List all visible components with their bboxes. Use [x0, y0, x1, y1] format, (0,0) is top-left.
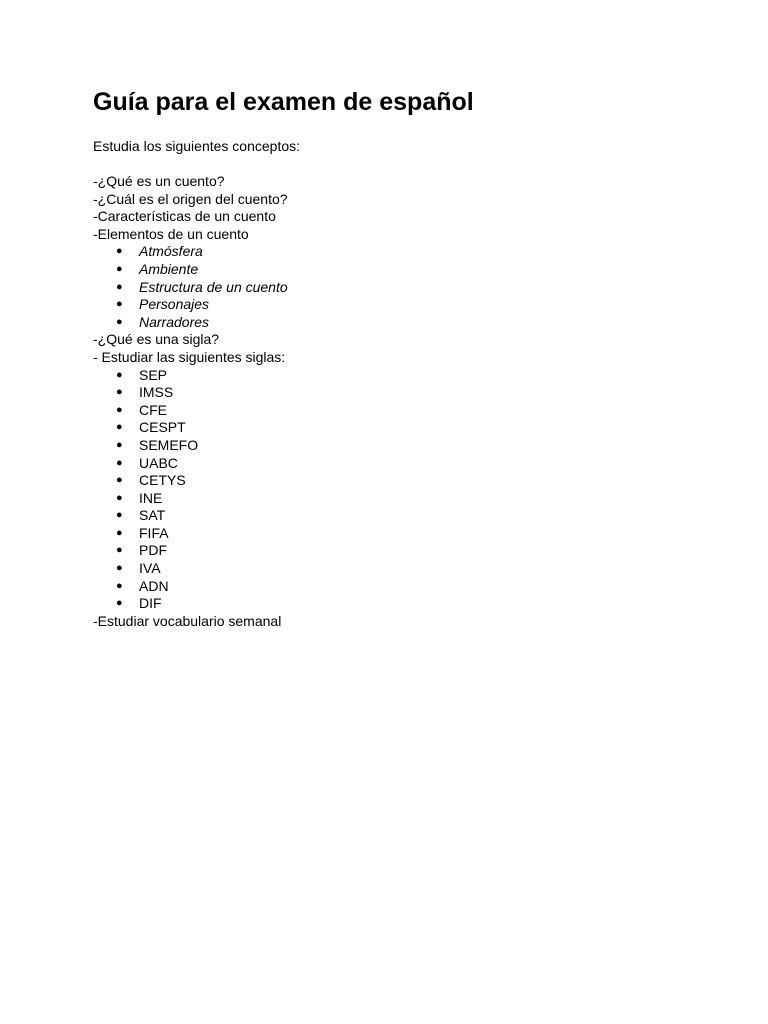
bullet-icon: ● [116, 280, 123, 293]
list-item [93, 490, 693, 508]
bullet-icon: ● [116, 403, 123, 416]
question-sigla: -¿Qué es una sigla? [93, 331, 220, 348]
list-item [93, 384, 693, 402]
bullet-icon: ● [116, 597, 123, 610]
list-item [93, 314, 693, 332]
list-item [93, 472, 693, 490]
bullet-icon: ● [116, 298, 123, 311]
list-item [93, 560, 693, 578]
sigla-item: INE [139, 489, 163, 506]
list-item [93, 437, 693, 455]
page-title: Guía para el examen de español [93, 88, 474, 116]
story-element: Narradores [139, 313, 210, 330]
list-item [93, 525, 693, 543]
intro-text: Estudia los siguientes conceptos: [93, 138, 301, 154]
bullet-icon: ● [116, 315, 123, 328]
story-element: Estructura de un cuento [139, 278, 288, 295]
sigla-item: ADN [139, 577, 169, 594]
sigla-item: UABC [139, 454, 178, 471]
sigla-item: IVA [139, 560, 161, 577]
bullet-icon: ● [116, 245, 123, 258]
siglas-instruction: - Estudiar las siguientes siglas: [93, 348, 286, 365]
study-list [93, 173, 693, 630]
list-item [93, 367, 693, 385]
list-item [93, 542, 693, 560]
list-item [93, 578, 693, 596]
story-element: Personajes [139, 296, 210, 313]
question-elements: -Elementos de un cuento [93, 225, 249, 242]
bullet-icon: ● [116, 509, 123, 522]
list-item [93, 402, 693, 420]
sigla-item: IMSS [139, 384, 174, 401]
bullet-icon: ● [116, 544, 123, 557]
list-item [93, 419, 693, 437]
sigla-item: SAT [139, 507, 166, 524]
sigla-item: SEMEFO [139, 436, 199, 453]
sigla-item: PDF [139, 542, 167, 559]
closing-line: -Estudiar vocabulario semanal [93, 612, 282, 629]
bullet-icon: ● [116, 579, 123, 592]
list-item [93, 279, 693, 297]
bullet-icon: ● [116, 562, 123, 575]
list-item [93, 243, 693, 261]
story-element: Atmósfera [139, 243, 203, 260]
bullet-icon: ● [116, 368, 123, 381]
story-element: Ambiente [139, 260, 199, 277]
question-characteristics: -Características de un cuento [93, 208, 276, 225]
list-item [93, 296, 693, 314]
bullet-icon: ● [116, 474, 123, 487]
bullet-icon: ● [116, 262, 123, 275]
sigla-item: CESPT [139, 419, 186, 436]
bullet-icon: ● [116, 421, 123, 434]
list-item [93, 595, 693, 613]
question-origin: -¿Cuál es el origen del cuento? [93, 190, 288, 207]
list-item [93, 507, 693, 525]
sigla-item: CETYS [139, 472, 186, 489]
bullet-icon: ● [116, 456, 123, 469]
bullet-icon: ● [116, 526, 123, 539]
sigla-item: DIF [139, 595, 162, 612]
list-item [93, 455, 693, 473]
sigla-item: SEP [139, 366, 168, 383]
bullet-icon: ● [116, 386, 123, 399]
question-story: -¿Qué es un cuento? [93, 173, 225, 189]
sigla-item: CFE [139, 401, 167, 418]
bullet-icon: ● [116, 438, 123, 451]
list-item [93, 261, 693, 279]
bullet-icon: ● [116, 491, 123, 504]
sigla-item: FIFA [139, 524, 169, 541]
